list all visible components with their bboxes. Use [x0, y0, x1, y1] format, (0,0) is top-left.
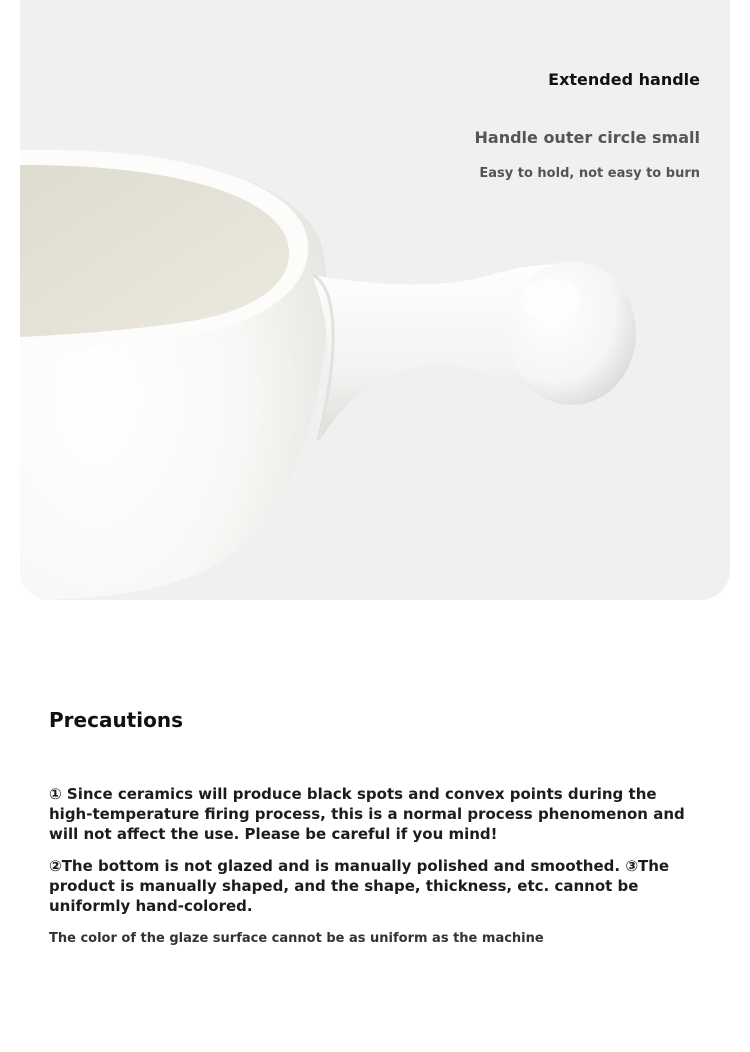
- extended-handle-caption: Extended handle: [548, 70, 700, 89]
- precautions-section: [49, 700, 709, 946]
- product-image-panel: [20, 0, 730, 600]
- precaution-item-1: ① Since ceramics will produce black spots and convex points during the high-temperature firing process, this is a normal process phenomenon and will not affect the use. Please be careful if you mind!: [49, 785, 685, 843]
- handle-circle-caption: Handle outer circle small: [474, 128, 700, 147]
- precaution-item-2: ②The bottom is not glazed and is manually polished and smoothed. ③The product is manually shaped, and the shape, thickness, etc. cannot be uniformly hand-colored.: [49, 857, 670, 915]
- precautions-heading: Precautions: [49, 708, 183, 732]
- easy-to-hold-caption: Easy to hold, not easy to burn: [479, 166, 700, 181]
- glaze-color-note: The color of the glaze surface cannot be as uniform as the machine: [49, 931, 544, 946]
- ceramic-bowl-icon: [20, 0, 730, 600]
